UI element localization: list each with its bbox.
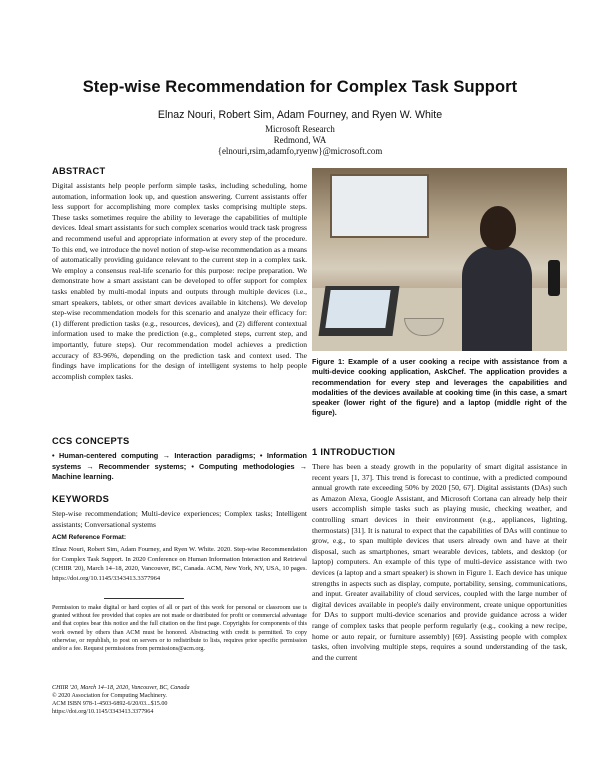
paper-title: Step-wise Recommendation for Complex Task Support: [82, 78, 518, 96]
reference-heading: ACM Reference Format:: [52, 534, 127, 541]
abstract-heading: ABSTRACT: [52, 166, 106, 176]
figure-caption: Figure 1: Example of a user cooking a recipe with assistance from a multi-device cooking application, AskChef. The application provides a recommendation for every step and leverages the capabilities and modalities of the devices available at cooking time (in this case, a smart speaker (lower right of the figure) and a laptop (middle right of the figure).: [312, 357, 567, 418]
permission-copyright: © 2020 Association for Computing Machinery.: [52, 693, 167, 699]
permission-text: Permission to make digital or hard copies of all or part of this work for personal or classroom use is granted without fee provided that copies are not made or distributed for profit or commercial advantage and that copies bear this notice and the full citation on the first page. Copyrights for components of this work owned by others than ACM must be honored. Abstracting with credit is permitted. To copy otherwise, or republish, to post on servers or to redistribute to lists, requires prior specific permission and/or a fee. Request permissions from permissions@acm.org.: [52, 605, 307, 653]
intro-heading: 1 INTRODUCTION: [312, 447, 396, 457]
permission-isbn: ACM ISBN 978-1-4503-6892-6/20/03...$15.00: [52, 701, 168, 707]
affiliation-block: [0, 124, 600, 157]
intro-text: There has been a steady growth in the popularity of smart digital assistance in recent years [1, 37]. This trend is forecast to continue, with a predicted compound annual growth rate exceeding 50% by 2020 [50, 67]. Digital assistants (DAs) such as Amazon Alexa, Google Assistant, and Microsoft Cortana can already help their users accomplish simple tasks such as playing music, checking weather, and controlling smart devices in their environment (e.g., appliances, lighting, thermostats) [31]. It is natural to expect that the capabilities of DAs will continue to grow, e.g., to span multiple devices that users already own and have at their disposal, such as smartphones, smart wearable devices, tablets, and desktop (or laptop) computers. An example of this type of multi-device assistance with two devices (a laptop and a smart speaker) is shown in Figure 1. Each device has unique strengths in aspects such as display, compute, portability, sensing, communications, and input. Greater availability of cloud services, coupled with the large number of digital devices available in people's daily environment, create unique opportunities for DAs to support multi-device scenarios and provide guidance across a wider range of complex tasks that people perform regularly (e.g., cooking a new recipe, home or auto repair, or furniture assembly) [69]. Assisting people with complex tasks, often involving multiple steps, requires a sound understanding of the task, and the current: [312, 462, 567, 662]
keywords-heading: KEYWORDS: [52, 494, 110, 504]
ccs-heading: CCS CONCEPTS: [52, 436, 130, 446]
location: Redmond, WA: [273, 135, 327, 145]
laptop-screen: [325, 290, 390, 328]
permission-doi: https://doi.org/10.1145/3343413.3377964: [52, 709, 154, 715]
person-head: [480, 206, 516, 250]
reference-text: Elnaz Nouri, Robert Sim, Adam Fourney, and Ryen W. White. 2020. Step-wise Recommendation for Complex Task Support. In 2020 Conference on Human Information Interaction and Retrieval (CHIIR '20), March 14–18, 2020, Vancouver, BC, Canada. ACM, New York, NY, USA, 10 pages. https://doi.org/10.1145/3343413.3377964: [52, 546, 307, 582]
email: {elnouri,rsim,adamfo,ryenw}@microsoft.com: [217, 146, 383, 156]
figure-photo: [312, 168, 567, 351]
author-list: Elnaz Nouri, Robert Sim, Adam Fourney, and Ryen W. White: [157, 109, 443, 121]
ccs-text: • Human-centered computing → Interaction paradigms; • Information systems → Recommender systems; • Computing methodologies → Machine learning.: [52, 451, 307, 482]
smart-speaker: [548, 260, 560, 296]
footnote-rule: [104, 598, 184, 599]
keywords-text: Step-wise recommendation; Multi-device experiences; Complex tasks; Intelligent assistants; Conversational systems: [52, 509, 307, 529]
person-body: [462, 246, 532, 351]
abstract-text: Digital assistants help people perform simple tasks, including scheduling, home automation, information look up, and question answering. Current assistants offer less support for accomplishing more complex tasks comprising multiple steps. These tasks sometimes require the ability to leverage the capabilities of multiple devices. Ideal smart assistants for such complex scenarios would track task progress and recommend useful and appropriate information at every step of the procedure. To this end, we introduce the novel notion of step-wise recommendation as a means of automatically providing guidance relevant to the current step in a complex task. We employ a consensus real-life scenario for this purpose: recipe preparation. We demonstrate how a smart assistant can be developed to offer support for complex tasks enabled by multi-modal inputs and outputs through multiple devices (i.e., smart speakers, tablets, or other smart devices available in kitchens). We develop step-wise recommendation models for this scenario and analyze their efficacy for: (1) different prediction tasks (e.g., resources, devices), and (2) different contextual information used to make the prediction (e.g., completed steps, current step, and importantly, future steps). Our recommendation model achieves a prediction accuracy of 83-96%, depending on the prediction task and context used. The findings have implications for the design of intelligent systems to help people accomplish complex tasks.: [52, 181, 307, 381]
affiliation: Microsoft Research: [265, 124, 335, 134]
kitchen-window: [330, 174, 429, 238]
permission-venue: CHIIR '20, March 14–18, 2020, Vancouver, BC, Canada: [52, 685, 190, 691]
